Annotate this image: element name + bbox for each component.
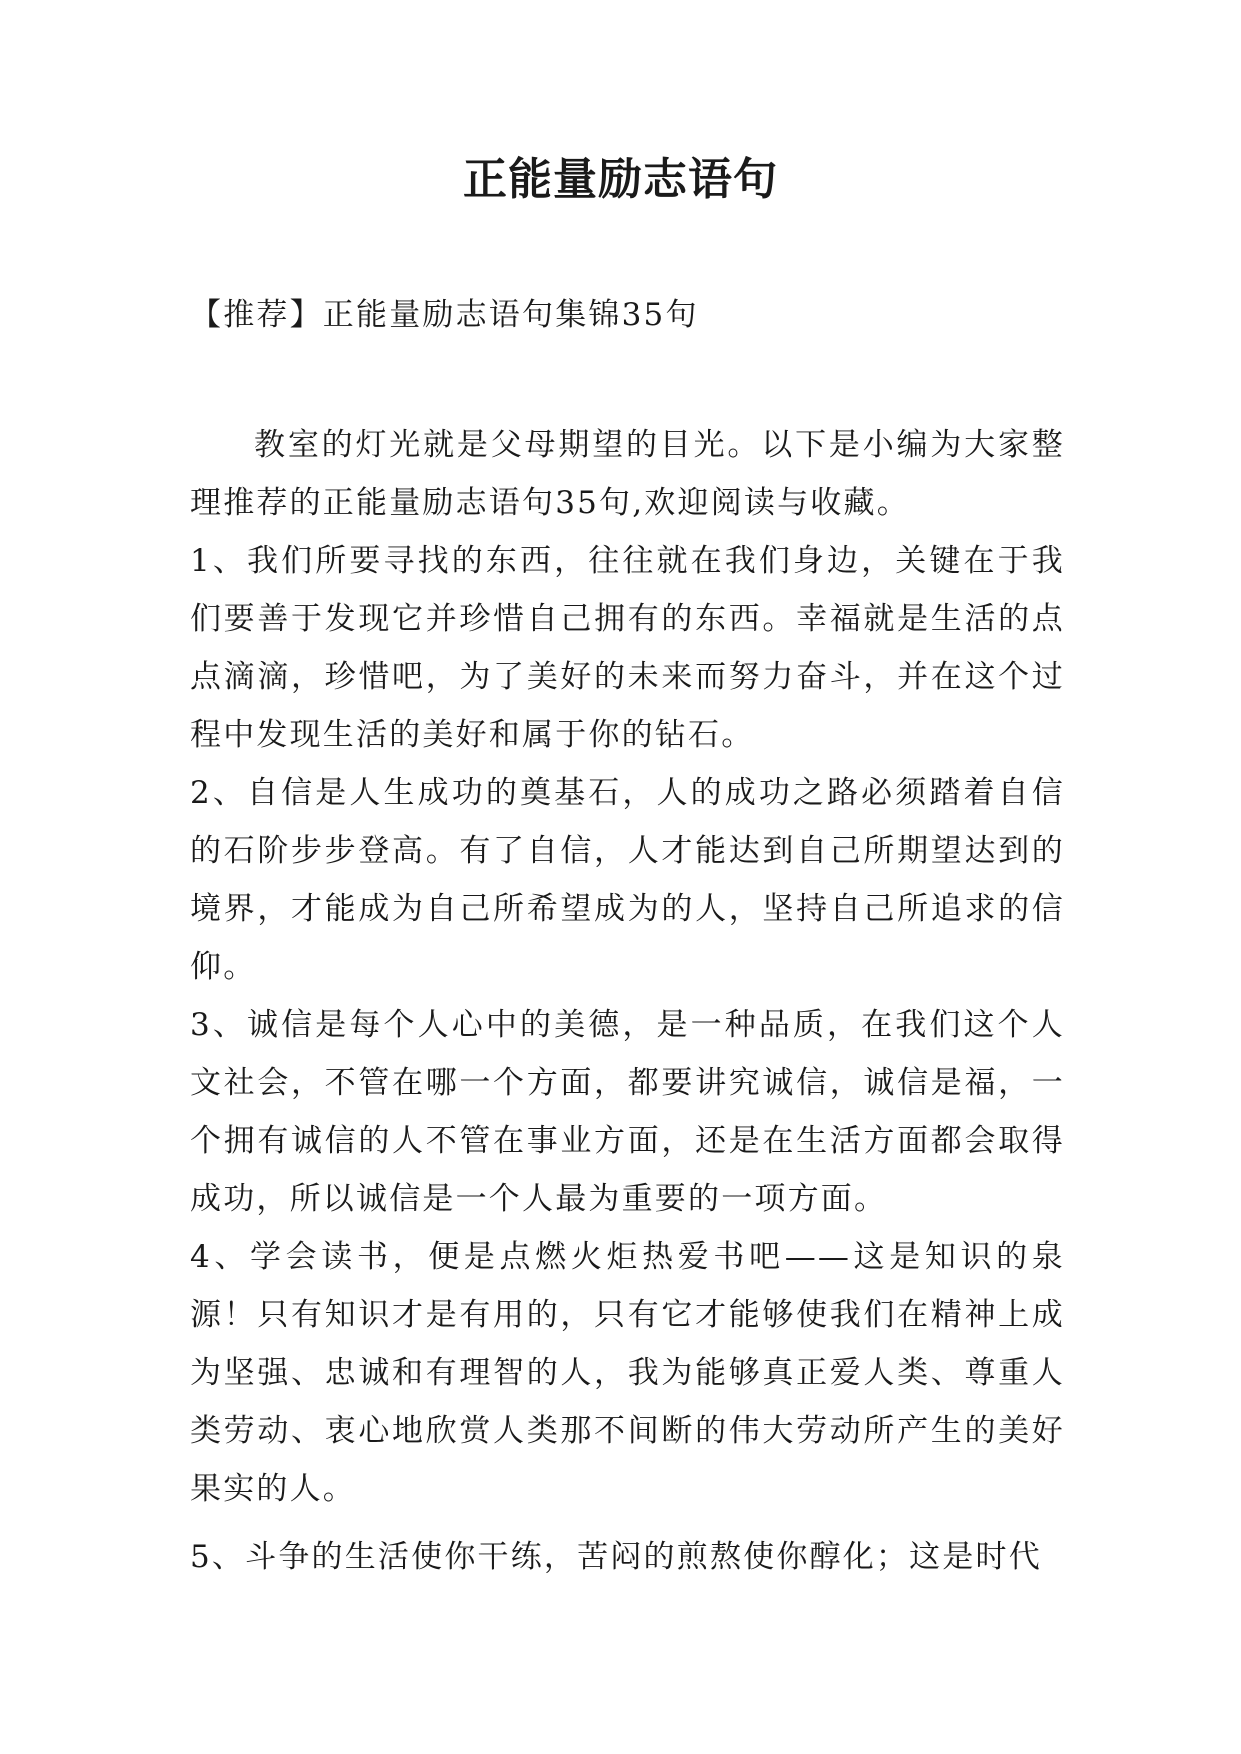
quote-paragraph-1: 1、我们所要寻找的东西，往往就在我们身边，关键在于我们要善于发现它并珍惜自己拥有的东西。幸福就是生活的点点滴滴，珍惜吧，为了美好的未来而努力奋斗，并在这个过程中发现生活的美好和属于你的钻石。 xyxy=(190,543,1065,753)
spacer xyxy=(190,344,1065,416)
quote-paragraph-3: 3、诚信是每个人心中的美德，是一种品质，在我们这个人文社会，不管在哪一个方面，都要讲究诚信，诚信是福，一个拥有诚信的人不管在事业方面，还是在生活方面都会取得成功，所以诚信是一个人最为重要的一项方面。 xyxy=(190,1007,1065,1217)
quote-paragraph-5: 5、斗争的生活使你干练，苦闷的煎熬使你醇化；这是时代 xyxy=(190,1539,1042,1575)
document-body xyxy=(190,286,1065,1586)
document-title: 正能量励志语句 xyxy=(463,154,778,205)
quote-paragraph-2: 2、自信是人生成功的奠基石，人的成功之路必须踏着自信的石阶步步登高。有了自信，人才能达到自己所期望达到的境界，才能成为自己所希望成为的人，坚持自己所追求的信仰。 xyxy=(190,775,1065,985)
intro-paragraph: 教室的灯光就是父母期望的目光。以下是小编为大家整理推荐的正能量励志语句35句,欢迎阅读与收藏。 xyxy=(190,427,1065,521)
quote-paragraph-4: 4、学会读书，便是点燃火炬热爱书吧——这是知识的泉源！只有知识才是有用的，只有它才能够使我们在精神上成为坚强、忠诚和有理智的人，我为能够真正爱人类、尊重人类劳动、衷心地欣赏人类那不间断的伟大劳动所产生的美好果实的人。 xyxy=(190,1239,1065,1507)
document-subtitle: 【推荐】正能量励志语句集锦35句 xyxy=(190,297,699,333)
